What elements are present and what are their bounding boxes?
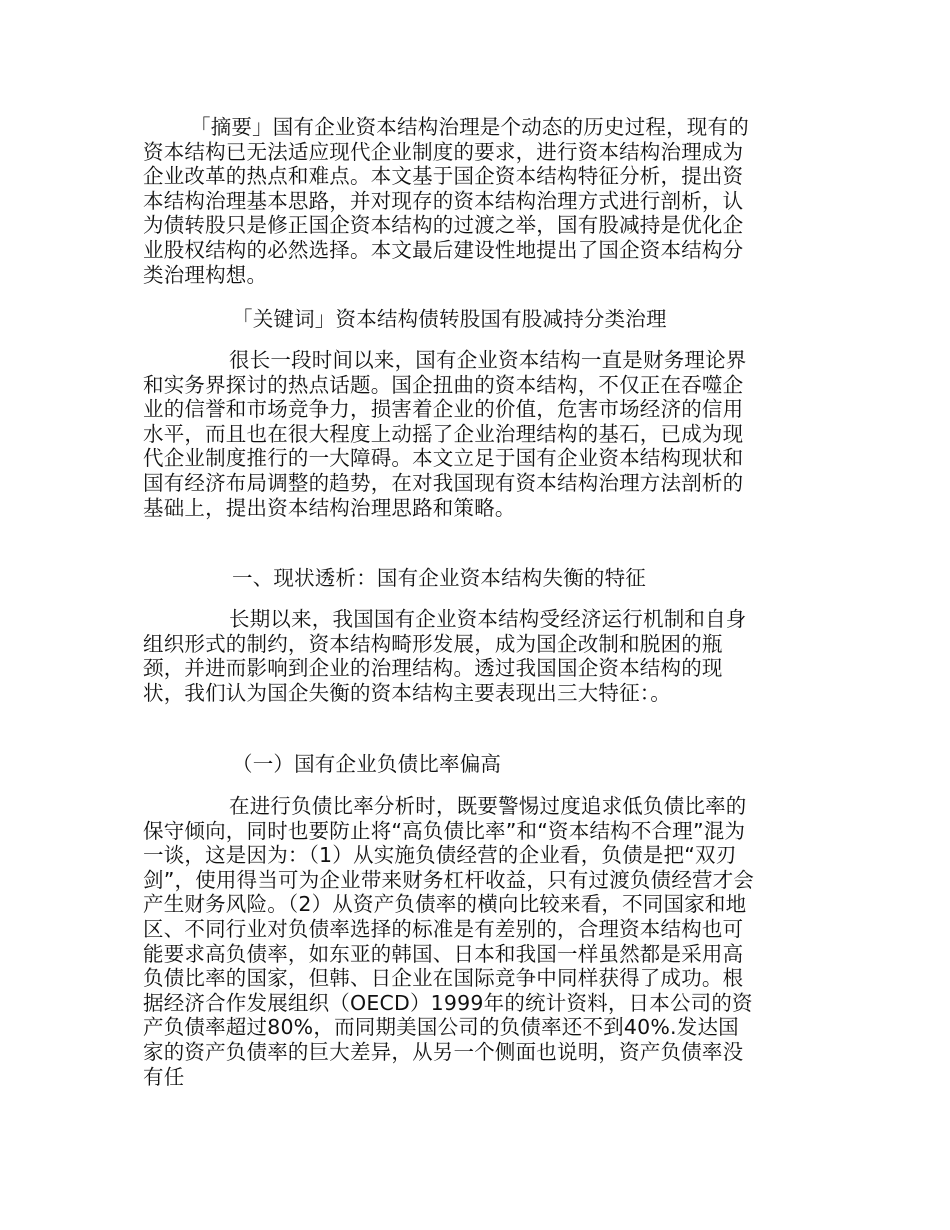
intro-paragraph: 很长一段时间以来，国有企业资本结构一直是财务理论界和实务界探讨的热点话题。国企扭曲的资本结构，不仅正在吞噬企业的信誉和市场竞争力，损害着企业的价值，危害市场经济的信用水平，而且也在很大程度上动摇了企业治理结构的基石，已成为现代企业制度推行的一大障碍。本文立足于国有企业资本结构现状和国有经济布局调整的趋势，在对我国现有资本结构治理方法剖析的基础上，提出资本结构治理思路和策略。 xyxy=(143,348,747,520)
subsection-heading: （一）国有企业负债比率偏高 xyxy=(232,752,502,776)
subsection-paragraph: 在进行负债比率分析时，既要警惕过度追求低负债比率的保守倾向，同时也要防止将“高负债比率”和“资本结构不合理”混为一谈，这是因为：（1）从实施负债经营的企业看，负债是把“双刃剑”，使用得当可为企业带来财务杠杆收益，只有过渡负债经营才会产生财务风险。（2）从资产负债率的横向比较来看，不同国家和地区、不同行业对负债率选择的标准是有差别的，合理资本结构也可能要求高负债率，如东亚的韩国、日本和我国一样虽然都是采用高负债比率的国家，但韩、日企业在国际竞争中同样获得了成功。根据经济合作发展组织（OECD）1999年的统计资料，日本公司的资产负债率超过80%，而同期美国公司的负债率还不到40%.发达国家的资产负债率的巨大差异，从另一个侧面也说明，资产负债率没有任 xyxy=(143,794,755,1089)
section-heading: 一、现状透析：国有企业资本结构失衡的特征 xyxy=(232,566,646,590)
abstract-paragraph: 「摘要」国有企业资本结构治理是个动态的历史过程，现有的资本结构已无法适应现代企业制度的要求，进行资本结构治理成为企业改革的热点和难点。本文基于国企资本结构特征分析，提出资本结构治理基本思路，并对现存的资本结构治理方式进行剖析，认为债转股只是修正国企资本结构的过渡之举，国有股减持是优化企业股权结构的必然选择。本文最后建设性地提出了国企资本结构分类治理构想。 xyxy=(143,115,749,287)
section-paragraph: 长期以来，我国国有企业资本结构受经济运行机制和自身组织形式的制约，资本结构畸形发展，成为国企改制和脱困的瓶颈，并进而影响到企业的治理结构。透过我国国企资本结构的现状，我们认为国企失衡的资本结构主要表现出三大特征：。 xyxy=(143,607,747,705)
keywords-line: 「关键词」资本结构债转股国有股减持分类治理 xyxy=(232,307,667,331)
